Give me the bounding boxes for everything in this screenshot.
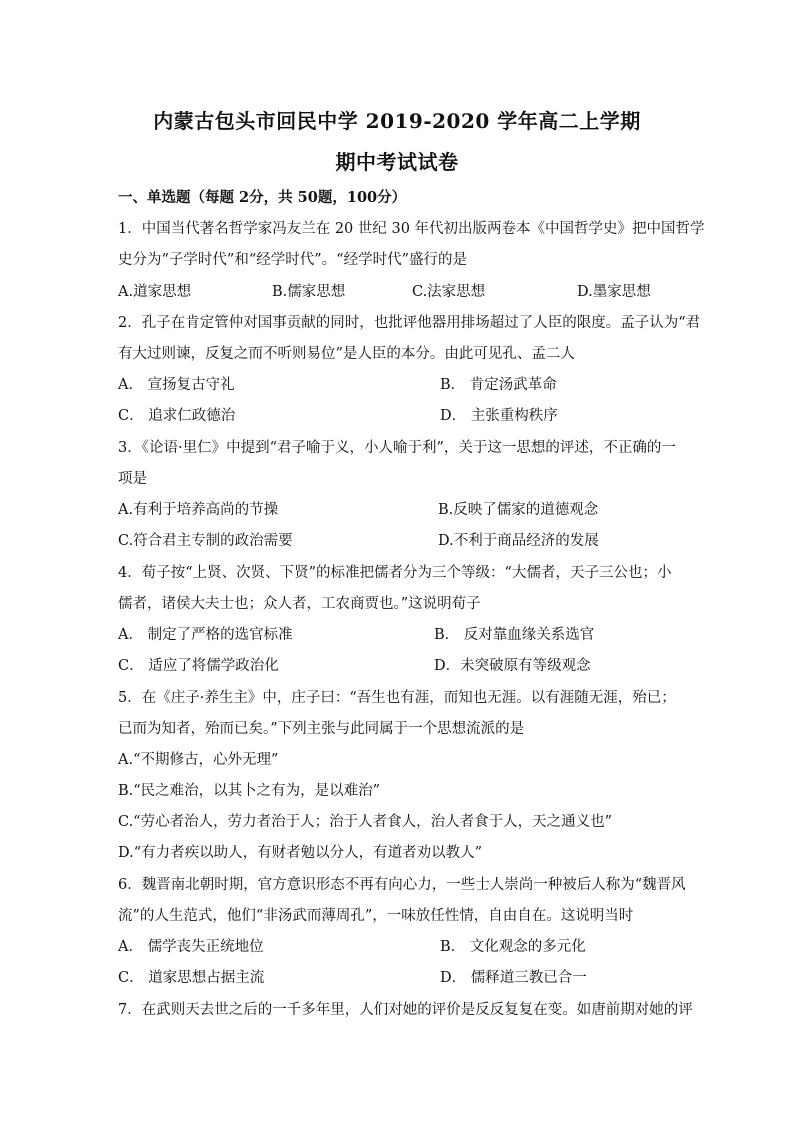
exam-title-line-1: 内蒙古包头市回民中学 2019-2020 学年高二上学期 [153, 109, 641, 133]
question-4-option-a: A． 制定了严格的选官标准 [118, 627, 293, 643]
question-6-option-b: B． 文化观念的多元化 [440, 939, 586, 955]
question-2-option-c: C． 追求仁政德治 [118, 408, 236, 424]
section-heading: 一、单选题（每题 2分，共 50题，100分） [118, 189, 407, 206]
question-1-option-a: A.道家思想 [118, 284, 192, 300]
question-3-option-d: D.不利于商品经济的发展 [438, 533, 599, 549]
question-6-stem-line-2: 流”的人生范式，他们“非汤武而薄周孔”，一味放任性情，自由自在。这说明当时 [118, 908, 634, 924]
question-3-stem-line-2: 项是 [118, 471, 147, 487]
question-2-stem-line-1: 2．孔子在肯定管仲对国事贡献的同时，也批评他器用排场超过了人臣的限度。孟子认为“君 [118, 315, 701, 331]
question-2-option-d: D． 主张重构秩序 [440, 408, 558, 424]
question-3-option-b: B.反映了儒家的道德观念 [438, 502, 599, 518]
question-1-option-d: D.墨家思想 [577, 284, 651, 300]
question-3-option-a: A.有利于培养高尚的节操 [118, 502, 279, 518]
question-6-option-c: C． 道家思想占据主流 [118, 970, 265, 986]
question-4-stem-line-2: 儒者，诸侯大夫士也；众人者，工农商贾也。”这说明荀子 [118, 596, 481, 612]
question-2-option-b: B． 肯定汤武革命 [440, 377, 557, 393]
question-5-stem-line-2: 已而为知者，殆而已矣。”下列主张与此同属于一个思想流派的是 [118, 721, 525, 737]
question-5-option-b: B.“民之难治，以其卜之有为，是以难治” [118, 783, 381, 799]
question-3-stem-line-1: 3．《论语·里仁》中提到“君子喻于义，小人喻于利”，关于这一思想的评述，不正确的一 [118, 440, 676, 456]
question-1-option-b: B.儒家思想 [272, 284, 346, 300]
question-5-option-c: C.“劳心者治人，劳力者治于人；治于人者食人，治人者食于人，天之通义也” [118, 814, 613, 830]
question-7-stem-line-1: 7．在武则天去世之后的一千多年里，人们对她的评价是反反复复在变。如唐前期对她的评 [118, 1002, 693, 1018]
question-6-option-a: A． 儒学丧失正统地位 [118, 939, 264, 955]
question-2-stem-line-2: 有大过则谏，反复之而不听则易位”是人臣的本分。由此可见孔、孟二人 [118, 346, 575, 362]
question-5-stem-line-1: 5．在《庄子·养生主》中，庄子曰：“吾生也有涯，而知也无涯。以有涯随无涯，殆已； [118, 690, 676, 706]
question-4-option-c: C． 适应了将儒学政治化 [118, 658, 279, 674]
question-6-stem-line-1: 6．魏晋南北朝时期，官方意识形态不再有向心力，一些士人崇尚一种被后人称为“魏晋风 [118, 877, 686, 893]
question-5-option-a: A.“不期修古，心外无理” [118, 752, 279, 768]
question-4-option-d: D．未突破原有等级观念 [434, 658, 591, 674]
question-1-stem-line-2: 史分为“子学时代”和“经学时代”。“经学时代”盛行的是 [118, 252, 467, 268]
question-2-option-a: A． 宣扬复古守礼 [118, 377, 235, 393]
question-3-option-c: C.符合君主专制的政治需要 [118, 533, 293, 549]
question-4-stem-line-1: 4．荀子按“上贤、次贤、下贤”的标准把儒者分为三个等级：“大儒者，天子三公也；小 [118, 565, 672, 581]
question-1-stem-line-1: 1．中国当代著名哲学家冯友兰在 20 世纪 30 年代初出版两卷本《中国哲学史》把中国哲学 [118, 221, 705, 237]
exam-title-line-2: 期中考试试卷 [335, 150, 459, 174]
question-4-option-b: B． 反对靠血缘关系选官 [434, 627, 595, 643]
question-6-option-d: D． 儒释道三教已合一 [440, 970, 587, 986]
question-1-option-c: C.法家思想 [412, 284, 486, 300]
question-5-option-d: D.“有力者疾以助人，有财者勉以分人，有道者劝以教人” [118, 845, 483, 861]
